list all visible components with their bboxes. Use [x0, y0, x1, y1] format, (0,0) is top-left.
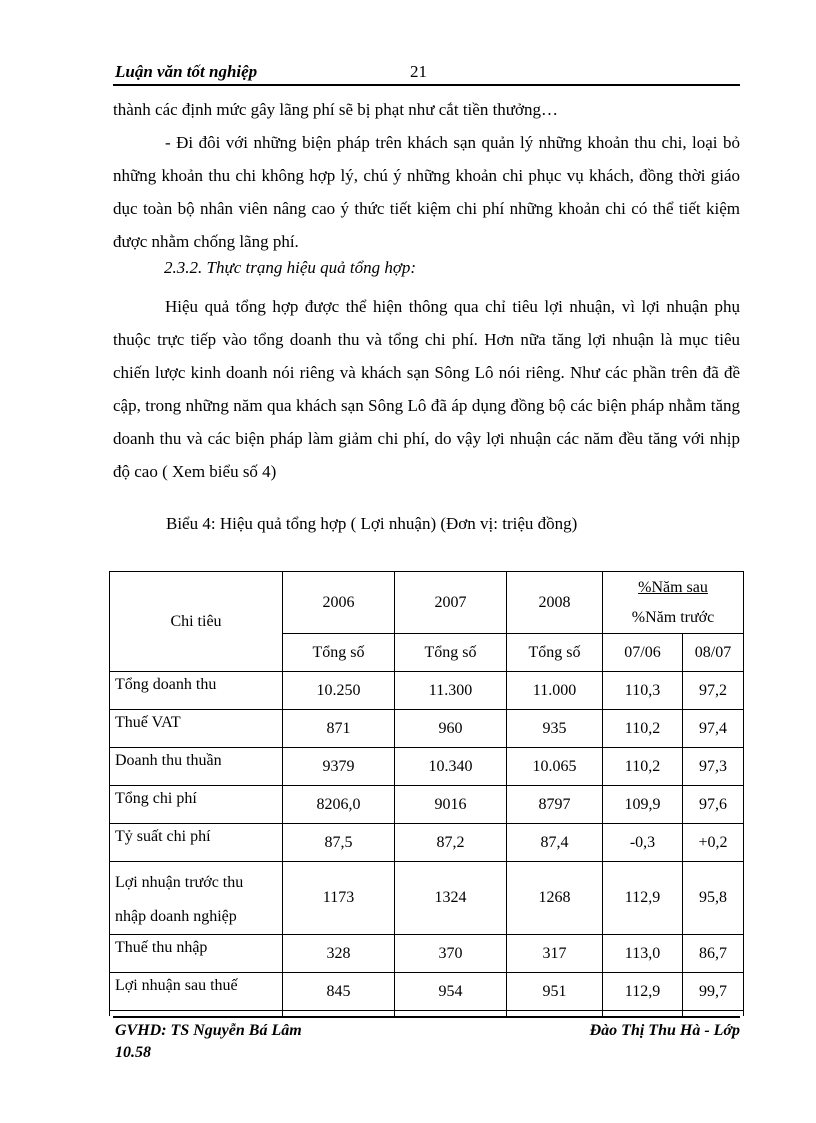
- header-08-07: 08/07: [683, 634, 744, 672]
- percent-top: %Năm sau: [638, 578, 708, 596]
- table-row: [110, 672, 744, 710]
- cell-08-07: 95,8: [683, 862, 744, 935]
- footer-author: Đào Thị Thu Hà - Lớp: [589, 1022, 740, 1039]
- cell-2006: 328: [283, 935, 395, 973]
- cell-2008: 951: [507, 973, 603, 1011]
- cell-2006: 871: [283, 710, 395, 748]
- cell-2008: 8797: [507, 786, 603, 824]
- table-row: [110, 748, 744, 786]
- cell-08-07: 97,4: [683, 710, 744, 748]
- paragraph-3: Hiệu quả tổng hợp được thể hiện thông qua chỉ tiêu lợi nhuận, vì lợi nhuận phụ thuộc trực tiếp vào tổng doanh thu và tổng chi phí. Hơn nữa tăng lợi nhuận là mục tiêu chiến lược kinh doanh nói riêng và khách sạn Sông Lô nói riêng. Như các phần trên đã đề cập, trong những năm qua khách sạn Sông Lô đã áp dụng đồng bộ các biện pháp nhằm tăng doanh thu và các biện pháp làm giảm chi phí, do vậy lợi nhuận các năm đều tăng với nhịp độ cao ( Xem biểu số 4): [113, 297, 740, 481]
- table-row: [110, 710, 744, 748]
- cell-2006: 8206,0: [283, 786, 395, 824]
- table-header-row: [110, 572, 744, 634]
- row-label: Tổng chi phí: [110, 786, 283, 824]
- cell-07-06: 113,0: [603, 935, 683, 973]
- table-row: [110, 786, 744, 824]
- row-label: Doanh thu thuần: [110, 748, 283, 786]
- table-row: [110, 935, 744, 973]
- header-chi-tieu: Chi tiêu: [110, 572, 283, 672]
- cell-08-07: 97,3: [683, 748, 744, 786]
- header-tong-so: Tổng số: [507, 634, 603, 672]
- cell-2007: 960: [395, 710, 507, 748]
- header-2008: 2008: [507, 572, 603, 634]
- header-2007: 2007: [395, 572, 507, 634]
- profit-table: [109, 571, 744, 1016]
- cell-2008: 87,4: [507, 824, 603, 862]
- cell-07-06: 110,3: [603, 672, 683, 710]
- section-title: 2.3.2. Thực trạng hiệu quả tổng hợp:: [164, 258, 417, 277]
- cell-08-07: 97,6: [683, 786, 744, 824]
- cell-07-06: 112,9: [603, 973, 683, 1011]
- cell-07-06: 110,2: [603, 748, 683, 786]
- cell-2008: 10.065: [507, 748, 603, 786]
- cell-07-06: 109,9: [603, 786, 683, 824]
- cell-2007: 954: [395, 973, 507, 1011]
- cell-2006: 1173: [283, 862, 395, 935]
- table-caption: Biểu 4: Hiệu quả tổng hợp ( Lợi nhuận) (Đơn vị: triệu đồng): [166, 514, 578, 533]
- paragraph-2: - Đi đôi với những biện pháp trên khách sạn quản lý những khoản thu chi, loại bỏ những khoản thu chi không hợp lý, chú ý những khoản chi phục vụ khách, đồng thời giáo dục toàn bộ nhân viên nâng cao ý thức tiết kiệm chi phí những khoản chi có thể tiết kiệm được nhằm chống lãng phí.: [113, 133, 740, 251]
- cell-07-06: 110,2: [603, 710, 683, 748]
- table-container: [109, 571, 747, 1016]
- row-label: Thuế VAT: [110, 710, 283, 748]
- percent-bottom: %Năm trước: [631, 608, 715, 626]
- footer-advisor: GVHD: TS Nguyễn Bá Lâm: [115, 1022, 302, 1039]
- row-label: Tổng doanh thu: [110, 672, 283, 710]
- header-tong-so: Tổng số: [395, 634, 507, 672]
- header-percent: [603, 572, 744, 634]
- cell-2008: 317: [507, 935, 603, 973]
- cell-2008: 11.000: [507, 672, 603, 710]
- cell-08-07: 86,7: [683, 935, 744, 973]
- paragraph-1: thành các định mức gây lãng phí sẽ bị phạt như cắt tiền thưởng…: [113, 100, 558, 119]
- cell-08-07: +0,2: [683, 824, 744, 862]
- cell-08-07: 97,2: [683, 672, 744, 710]
- cell-08-07: 99,7: [683, 973, 744, 1011]
- cell-2007: 11.300: [395, 672, 507, 710]
- footer-class: 10.58: [115, 1044, 151, 1061]
- cell-2006: 10.250: [283, 672, 395, 710]
- header-07-06: 07/06: [603, 634, 683, 672]
- cell-07-06: -0,3: [603, 824, 683, 862]
- cell-2006: 87,5: [283, 824, 395, 862]
- page-number: 21: [410, 62, 427, 81]
- cell-2007: 370: [395, 935, 507, 973]
- row-label: Lợi nhuận trước thu nhập doanh nghiệp: [110, 862, 283, 935]
- cell-07-06: 112,9: [603, 862, 683, 935]
- cell-2006: 845: [283, 973, 395, 1011]
- header-2006: 2006: [283, 572, 395, 634]
- cell-2008: 935: [507, 710, 603, 748]
- page-footer: [113, 1016, 740, 1061]
- header-tong-so: Tổng số: [283, 634, 395, 672]
- cell-2007: 9016: [395, 786, 507, 824]
- cell-2008: 1268: [507, 862, 603, 935]
- cell-2006: 9379: [283, 748, 395, 786]
- row-label: Thuế thu nhập: [110, 935, 283, 973]
- cell-2007: 10.340: [395, 748, 507, 786]
- row-label: Lợi nhuận sau thuế: [110, 973, 283, 1011]
- table-row: [110, 862, 744, 935]
- header-title: Luận văn tốt nghiệp: [115, 62, 258, 81]
- table-row: [110, 824, 744, 862]
- table-row: [110, 973, 744, 1011]
- cell-2007: 87,2: [395, 824, 507, 862]
- page-header: [113, 62, 740, 86]
- cell-2007: 1324: [395, 862, 507, 935]
- row-label: Tỷ suất chi phí: [110, 824, 283, 862]
